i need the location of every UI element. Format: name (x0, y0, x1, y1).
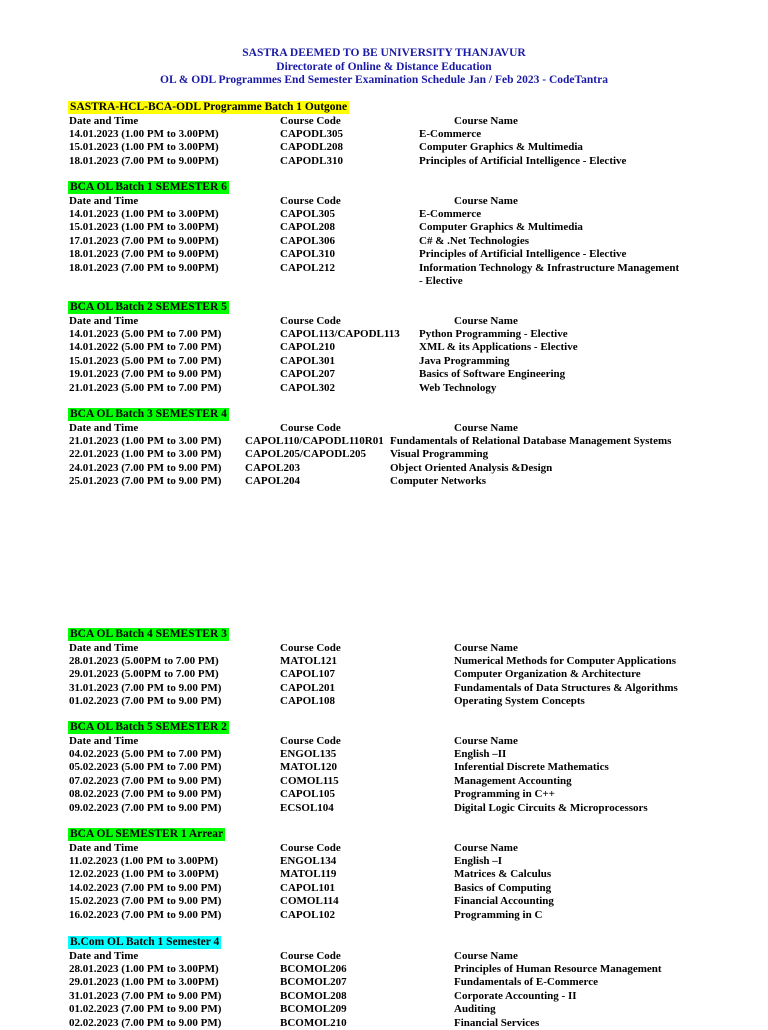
name-column-header: Course Name (454, 734, 518, 747)
table-row (0, 275, 768, 288)
exam-date-time: 28.01.2023 (5.00PM to 7.00 PM) (69, 654, 219, 667)
name-column-header: Course Name (454, 114, 518, 127)
exam-date-time: 21.01.2023 (1.00 PM to 3.00 PM) (69, 434, 222, 447)
code-column-header: Course Code (280, 194, 341, 207)
course-name: C# & .Net Technologies (419, 234, 529, 247)
table-header-row (0, 642, 768, 655)
table-row (0, 695, 768, 708)
table-header-row (0, 422, 768, 435)
course-code: CAPOL110/CAPODL110R01 (245, 434, 384, 447)
section-title: BCA OL SEMESTER 1 Arrear (70, 828, 224, 840)
course-name: Management Accounting (454, 774, 572, 787)
course-name: E-Commerce (419, 207, 482, 220)
table-row (0, 788, 768, 801)
table-row (0, 655, 768, 668)
exam-date-time: 12.02.2023 (1.00 PM to 3.00PM) (69, 868, 219, 881)
course-code: MATOL121 (280, 654, 338, 667)
section-title: B.Com OL Batch 1 Semester 4 (70, 936, 220, 948)
course-code: CAPOL302 (280, 381, 335, 394)
exam-date-time: 04.02.2023 (5.00 PM to 7.00 PM) (69, 747, 222, 760)
course-code: CAPOL205/CAPODL205 (245, 448, 366, 461)
course-code: CAPOL113/CAPODL113 (280, 327, 400, 340)
course-name: Operating System Concepts (454, 695, 585, 708)
code-column-header: Course Code (280, 114, 341, 127)
date-column-header: Date and Time (69, 841, 139, 854)
course-name: Computer Networks (390, 475, 487, 488)
section-title: BCA OL Batch 1 SEMESTER 6 (70, 181, 227, 193)
section-title: SASTRA-HCL-BCA-ODL Programme Batch 1 Outgone (70, 101, 348, 113)
course-name: Web Technology (419, 381, 497, 394)
exam-date-time: 19.01.2023 (7.00 PM to 9.00 PM) (69, 368, 222, 381)
table-header-row (0, 195, 768, 208)
course-name: Object Oriented Analysis &Design (390, 461, 553, 474)
table-header-row (0, 842, 768, 855)
table-row (0, 328, 768, 341)
course-code: CAPOL212 (280, 261, 335, 274)
course-name: Fundamentals of Relational Database Management Systems (390, 434, 672, 447)
table-row (0, 435, 768, 448)
name-column-header: Course Name (454, 421, 518, 434)
table-header-row (0, 315, 768, 328)
table-row (0, 155, 768, 168)
exam-date-time: 01.02.2023 (7.00 PM to 9.00 PM) (69, 695, 222, 708)
exam-date-time: 31.01.2023 (7.00 PM to 9.00 PM) (69, 681, 222, 694)
exam-date-time: 05.02.2023 (5.00 PM to 7.00 PM) (69, 761, 222, 774)
table-row (0, 895, 768, 908)
course-code: BCOMOL210 (280, 1016, 347, 1029)
code-column-header: Course Code (280, 641, 341, 654)
date-column-header: Date and Time (69, 734, 139, 747)
date-column-header: Date and Time (69, 421, 139, 434)
exam-date-time: 01.02.2023 (7.00 PM to 9.00 PM) (69, 1003, 222, 1016)
code-column-header: Course Code (280, 949, 341, 962)
course-name: Python Programming - Elective (419, 327, 568, 340)
section-title: BCA OL Batch 3 SEMESTER 4 (70, 408, 227, 420)
course-name: Financial Services (454, 1016, 540, 1029)
course-code: CAPOL108 (280, 695, 335, 708)
course-code: CAPOL208 (280, 221, 335, 234)
exam-date-time: 15.01.2023 (1.00 PM to 3.00PM) (69, 141, 219, 154)
table-row (0, 248, 768, 261)
exam-date-time: 29.01.2023 (1.00 PM to 3.00PM) (69, 976, 219, 989)
name-column-header: Course Name (454, 641, 518, 654)
course-name: XML & its Applications - Elective (419, 341, 578, 354)
course-code: CAPOL310 (280, 248, 335, 261)
exam-date-time: 24.01.2023 (7.00 PM to 9.00 PM) (69, 461, 222, 474)
course-code: CAPOL105 (280, 788, 335, 801)
table-row (0, 882, 768, 895)
course-code: CAPOL207 (280, 368, 335, 381)
section-title: BCA OL Batch 4 SEMESTER 3 (70, 628, 227, 640)
course-code: ENGOL134 (280, 854, 337, 867)
table-row (0, 761, 768, 774)
course-code: COMOL115 (280, 774, 339, 787)
course-name: Java Programming (419, 354, 510, 367)
table-row (0, 128, 768, 141)
course-name: Computer Graphics & Multimedia (419, 221, 583, 234)
name-column-header: Course Name (454, 949, 518, 962)
course-name: Corporate Accounting - II (454, 989, 577, 1002)
course-code: CAPOL201 (280, 681, 335, 694)
date-column-header: Date and Time (69, 194, 139, 207)
exam-date-time: 15.01.2023 (5.00 PM to 7.00 PM) (69, 354, 222, 367)
course-code: CAPOL102 (280, 908, 335, 921)
exam-date-time: 28.01.2023 (1.00 PM to 3.00PM) (69, 962, 219, 975)
course-name: Principles of Artificial Intelligence - Elective (419, 248, 627, 261)
table-header-row (0, 735, 768, 748)
course-name: Financial Accounting (454, 895, 554, 908)
table-row (0, 990, 768, 1003)
table-header-row (0, 950, 768, 963)
directorate-subtitle: Directorate of Online & Distance Education (276, 61, 492, 73)
course-name: Fundamentals of Data Structures & Algorithms (454, 681, 678, 694)
section-title: BCA OL Batch 5 SEMESTER 2 (70, 721, 227, 733)
exam-date-time: 14.01.2023 (5.00 PM to 7.00 PM) (69, 327, 222, 340)
course-code: CAPOL305 (280, 207, 335, 220)
course-code: CAPOL101 (280, 881, 335, 894)
course-code: ECSOL104 (280, 801, 334, 814)
course-name: Computer Graphics & Multimedia (419, 141, 583, 154)
course-code: CAPOL107 (280, 668, 335, 681)
course-code: ENGOL135 (280, 747, 337, 760)
name-column-header: Course Name (454, 314, 518, 327)
table-row (0, 341, 768, 354)
table-row (0, 141, 768, 154)
exam-date-time: 29.01.2023 (5.00PM to 7.00 PM) (69, 668, 219, 681)
course-name: Visual Programming (390, 448, 489, 461)
course-code: CAPODL208 (280, 141, 343, 154)
table-row (0, 475, 768, 488)
exam-date-time: 18.01.2023 (7.00 PM to 9.00PM) (69, 154, 219, 167)
course-code: COMOL114 (280, 895, 339, 908)
course-name: - Elective (419, 274, 463, 287)
table-row (0, 462, 768, 475)
code-column-header: Course Code (280, 841, 341, 854)
exam-date-time: 02.02.2023 (7.00 PM to 9.00 PM) (69, 1016, 222, 1029)
table-row (0, 748, 768, 761)
exam-date-time: 18.01.2023 (7.00 PM to 9.00PM) (69, 248, 219, 261)
date-column-header: Date and Time (69, 641, 139, 654)
section-title: BCA OL Batch 2 SEMESTER 5 (70, 301, 227, 313)
exam-date-time: 22.01.2023 (1.00 PM to 3.00 PM) (69, 448, 222, 461)
course-code: BCOMOL209 (280, 1003, 347, 1016)
course-name: English –I (454, 854, 502, 867)
code-column-header: Course Code (280, 734, 341, 747)
exam-date-time: 08.02.2023 (7.00 PM to 9.00 PM) (69, 788, 222, 801)
table-row (0, 235, 768, 248)
code-column-header: Course Code (280, 421, 341, 434)
table-row (0, 775, 768, 788)
table-row (0, 682, 768, 695)
table-row (0, 221, 768, 234)
course-name: Basics of Software Engineering (419, 368, 566, 381)
course-name: Matrices & Calculus (454, 868, 552, 881)
course-name: E-Commerce (419, 127, 482, 140)
course-name: Fundamentals of E-Commerce (454, 976, 598, 989)
course-code: CAPOL306 (280, 234, 335, 247)
exam-date-time: 15.02.2023 (7.00 PM to 9.00 PM) (69, 895, 222, 908)
course-name: Auditing (454, 1003, 496, 1016)
course-name: Information Technology & Infrastructure Management (419, 261, 680, 274)
exam-date-time: 17.01.2023 (7.00 PM to 9.00PM) (69, 234, 219, 247)
course-name: Principles of Human Resource Management (454, 962, 662, 975)
exam-date-time: 09.02.2023 (7.00 PM to 9.00 PM) (69, 801, 222, 814)
date-column-header: Date and Time (69, 114, 139, 127)
course-name: Computer Organization & Architecture (454, 668, 641, 681)
name-column-header: Course Name (454, 841, 518, 854)
course-code: CAPOL204 (245, 475, 300, 488)
exam-date-time: 14.01.2022 (5.00 PM to 7.00 PM) (69, 341, 222, 354)
date-column-header: Date and Time (69, 314, 139, 327)
table-row (0, 668, 768, 681)
exam-date-time: 11.02.2023 (1.00 PM to 3.00PM) (69, 854, 219, 867)
date-column-header: Date and Time (69, 949, 139, 962)
course-code: MATOL119 (280, 868, 337, 881)
course-name: Inferential Discrete Mathematics (454, 761, 609, 774)
table-row (0, 208, 768, 221)
exam-date-time: 14.01.2023 (1.00 PM to 3.00PM) (69, 207, 219, 220)
exam-date-time: 18.01.2023 (7.00 PM to 9.00PM) (69, 261, 219, 274)
table-row (0, 909, 768, 922)
university-title: SASTRA DEEMED TO BE UNIVERSITY THANJAVUR (242, 47, 526, 59)
course-name: Digital Logic Circuits & Microprocessors (454, 801, 648, 814)
table-row (0, 355, 768, 368)
table-row (0, 262, 768, 275)
table-row (0, 802, 768, 815)
table-row (0, 448, 768, 461)
exam-date-time: 31.01.2023 (7.00 PM to 9.00 PM) (69, 989, 222, 1002)
exam-date-time: 16.02.2023 (7.00 PM to 9.00 PM) (69, 908, 222, 921)
exam-date-time: 07.02.2023 (7.00 PM to 9.00 PM) (69, 774, 222, 787)
table-row (0, 868, 768, 881)
course-name: Numerical Methods for Computer Applications (454, 654, 677, 667)
table-row (0, 1017, 768, 1030)
table-row (0, 855, 768, 868)
exam-date-time: 21.01.2023 (5.00 PM to 7.00 PM) (69, 381, 222, 394)
table-row (0, 382, 768, 395)
code-column-header: Course Code (280, 314, 341, 327)
course-code: CAPOL301 (280, 354, 335, 367)
course-code: BCOMOL206 (280, 962, 347, 975)
course-name: Programming in C (454, 908, 543, 921)
name-column-header: Course Name (454, 194, 518, 207)
table-row (0, 1003, 768, 1016)
course-name: English –II (454, 747, 507, 760)
exam-date-time: 25.01.2023 (7.00 PM to 9.00 PM) (69, 475, 222, 488)
course-code: CAPOL203 (245, 461, 300, 474)
course-name: Principles of Artificial Intelligence - Elective (419, 154, 627, 167)
course-code: CAPODL310 (280, 154, 343, 167)
table-header-row (0, 115, 768, 128)
exam-date-time: 14.01.2023 (1.00 PM to 3.00PM) (69, 127, 219, 140)
course-code: CAPODL305 (280, 127, 343, 140)
course-name: Programming in C++ (454, 788, 555, 801)
exam-date-time: 15.01.2023 (1.00 PM to 3.00PM) (69, 221, 219, 234)
course-code: MATOL120 (280, 761, 338, 774)
table-row (0, 368, 768, 381)
course-code: BCOMOL207 (280, 976, 347, 989)
schedule-title: OL & ODL Programmes End Semester Examination Schedule Jan / Feb 2023 - CodeTantra (160, 74, 608, 86)
course-code: BCOMOL208 (280, 989, 347, 1002)
table-row (0, 963, 768, 976)
course-name: Basics of Computing (454, 881, 552, 894)
course-code: CAPOL210 (280, 341, 335, 354)
table-row (0, 976, 768, 989)
exam-date-time: 14.02.2023 (7.00 PM to 9.00 PM) (69, 881, 222, 894)
